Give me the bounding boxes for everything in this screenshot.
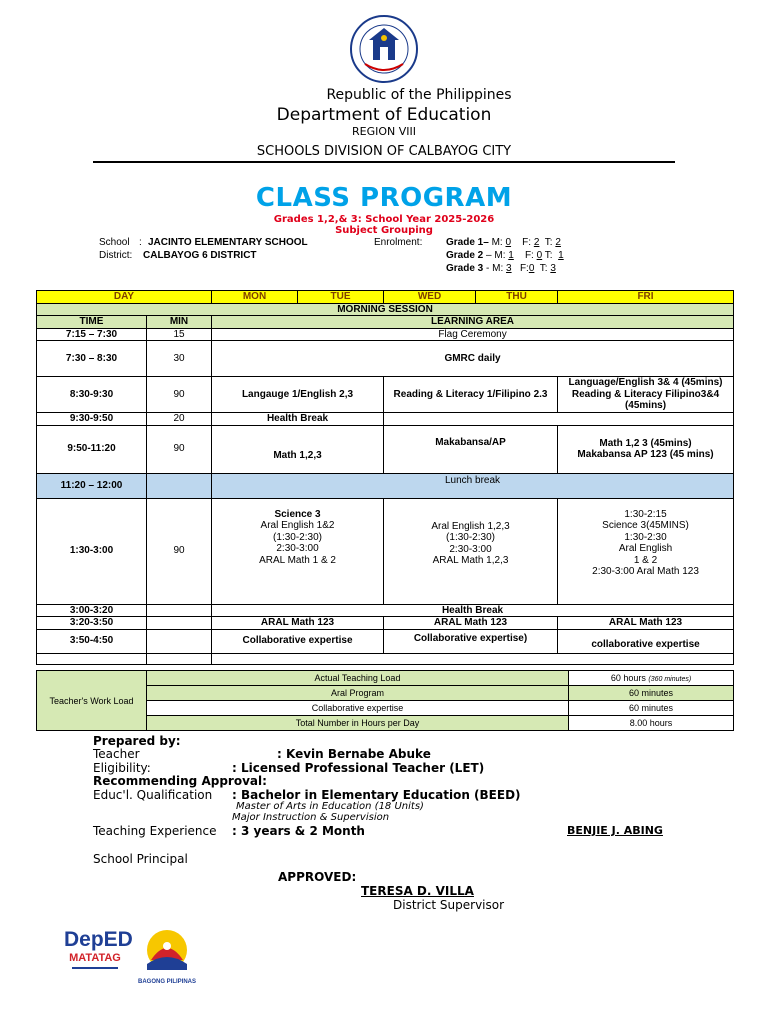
area-cell: Aral English 1,2,3 (1:30-2:30) 2:30-3:00 ARAL Math 1,2,3 xyxy=(384,498,558,604)
morning-session: MORNING SESSION xyxy=(37,303,734,316)
min-cell: 20 xyxy=(147,412,212,425)
educ-note-1: Master of Arts in Education (18 Units) xyxy=(236,801,424,812)
table-row xyxy=(37,473,734,498)
district-label: District: xyxy=(99,250,133,261)
load-value: 60 minutes xyxy=(569,701,734,716)
column-header-row xyxy=(37,316,734,329)
table-row xyxy=(37,377,734,413)
area-cell: Math 1,2 3 (45mins) Makabansa AP 123 (45 mins) xyxy=(558,425,734,473)
load-item: Total Number in Hours per Day xyxy=(147,716,569,731)
load-value: 60 hours (360 minutes) xyxy=(569,671,734,686)
time-cell: 7:15 – 7:30 xyxy=(37,328,147,341)
table-row xyxy=(37,498,734,604)
grouping-subtitle: Subject Grouping xyxy=(335,225,433,236)
load-item: Actual Teaching Load xyxy=(147,671,569,686)
area-cell: collaborative expertise xyxy=(558,629,734,653)
educ-value: : Bachelor in Elementary Education (BEED) xyxy=(232,788,521,802)
bagong-pilipinas-logo: BAGONG PILIPINAS xyxy=(137,926,197,986)
time-cell: 3:00-3:20 xyxy=(37,604,147,617)
area-cell: ARAL Math 123 xyxy=(384,617,558,630)
prepared-by-label: Prepared by: xyxy=(93,734,181,748)
division-line: SCHOOLS DIVISION OF CALBAYOG CITY xyxy=(256,144,512,159)
school-value: JACINTO ELEMENTARY SCHOOL xyxy=(148,237,308,248)
load-value: 8.00 hours xyxy=(569,716,734,731)
min-cell xyxy=(147,629,212,653)
experience-value: : 3 years & 2 Month xyxy=(232,824,365,838)
enrolment-grade2: Grade 2 – M: 1 F: 0 T: 1 xyxy=(446,250,564,261)
enrolment-grade3: Grade 3 - M: 3 F:0 T: 3 xyxy=(446,263,556,274)
supervisor-title: District Supervisor xyxy=(393,898,505,912)
thu-header: THU xyxy=(476,291,558,304)
bagong-pilipinas-sun-icon xyxy=(137,926,197,974)
mon-header: MON xyxy=(212,291,298,304)
class-schedule-table xyxy=(36,290,734,665)
day-header: DAY xyxy=(37,291,212,304)
deped-matatag-logo: DepED MATATAG xyxy=(64,928,126,984)
time-cell: 11:20 – 12:00 xyxy=(37,473,147,498)
eligibility-label: Eligibility: xyxy=(93,761,151,775)
min-cell: 90 xyxy=(147,498,212,604)
time-cell: 3:50-4:50 xyxy=(37,629,147,653)
table-row xyxy=(37,604,734,617)
eligibility-value: : Licensed Professional Teacher (LET) xyxy=(232,761,485,775)
fri-header: FRI xyxy=(558,291,734,304)
area-cell: ARAL Math 123 xyxy=(212,617,384,630)
area-cell: Collaborative expertise xyxy=(212,629,384,653)
header-divider xyxy=(93,161,675,163)
area-cell: Health Break xyxy=(212,412,384,425)
school-year-subtitle: Grades 1,2,& 3: School Year 2025-2026 xyxy=(273,214,495,225)
page-title: CLASS PROGRAM xyxy=(255,183,513,213)
min-header: MIN xyxy=(147,316,212,329)
area-cell: ARAL Math 123 xyxy=(558,617,734,630)
area-cell: Language/English 3& 4 (45mins) Reading & Literacy Filipino3&4 (45mins) xyxy=(558,377,734,413)
teacher-label: Teacher xyxy=(93,747,140,761)
min-cell xyxy=(147,473,212,498)
time-header: TIME xyxy=(37,316,147,329)
department-line: Department of Education xyxy=(276,105,492,125)
educ-note-2: Major Instruction & Supervision xyxy=(232,812,390,823)
approved-label: APPROVED: xyxy=(278,870,357,884)
time-cell: 1:30-3:00 xyxy=(37,498,147,604)
min-cell: 30 xyxy=(147,341,212,377)
area-cell: Flag Ceremony xyxy=(212,328,734,341)
area-cell: Makabansa/AP xyxy=(384,425,558,473)
enrolment-label: Enrolment: xyxy=(374,237,423,248)
work-load-table xyxy=(36,670,734,731)
enrolment-grade1: Grade 1– M: 0 F: 2 T: 2 xyxy=(446,237,561,248)
time-cell: 9:50-11:20 xyxy=(37,425,147,473)
wed-header: WED xyxy=(384,291,476,304)
principal-name: BENJIE J. ABING xyxy=(567,824,663,837)
area-cell: Langauge 1/English 2,3 xyxy=(212,377,384,413)
area-cell: 1:30-2:15 Science 3(45MINS) 1:30-2:30 Aral English 1 & 2 2:30-3:00 Aral Math 123 xyxy=(558,498,734,604)
educ-label: Educ'l. Qualification xyxy=(93,788,213,802)
table-row xyxy=(37,412,734,425)
load-value: 60 minutes xyxy=(569,686,734,701)
table-row xyxy=(37,617,734,630)
session-row xyxy=(37,303,734,316)
time-cell: 8:30-9:30 xyxy=(37,377,147,413)
republic-line: Republic of the Philippines xyxy=(326,87,512,103)
district-value: CALBAYOG 6 DISTRICT xyxy=(143,250,257,261)
table-row xyxy=(37,328,734,341)
load-item: Collaborative expertise xyxy=(147,701,569,716)
teacher-name: : Kevin Bernabe Abuke xyxy=(277,747,431,761)
area-cell: Lunch break xyxy=(212,473,734,498)
day-header-row xyxy=(37,291,734,304)
min-cell xyxy=(147,604,212,617)
table-row xyxy=(37,653,734,664)
learning-area-header: LEARNING AREA xyxy=(212,316,734,329)
min-cell: 15 xyxy=(147,328,212,341)
school-sep: : xyxy=(139,237,142,248)
supervisor-name: TERESA D. VILLA xyxy=(361,884,474,898)
table-row xyxy=(37,341,734,377)
work-load-label: Teacher's Work Load xyxy=(37,671,147,731)
min-cell: 90 xyxy=(147,377,212,413)
recommending-label: Recommending Approval: xyxy=(93,774,267,788)
min-cell xyxy=(147,617,212,630)
area-cell: Health Break xyxy=(212,604,734,617)
area-cell: Math 1,2,3 xyxy=(212,425,384,473)
table-row xyxy=(37,629,734,653)
time-cell: 3:20-3:50 xyxy=(37,617,147,630)
area-cell: Collaborative expertise) xyxy=(384,629,558,653)
time-cell: 9:30-9:50 xyxy=(37,412,147,425)
load-item: Aral Program xyxy=(147,686,569,701)
principal-title: School Principal xyxy=(93,852,188,866)
area-cell: Reading & Literacy 1/Filipino 2.3 xyxy=(384,377,558,413)
deped-seal-logo xyxy=(349,14,419,84)
tue-header: TUE xyxy=(298,291,384,304)
time-cell: 7:30 – 8:30 xyxy=(37,341,147,377)
area-cell: Science 3 Aral English 1&2 (1:30-2:30) 2:30-3:00 ARAL Math 1 & 2 xyxy=(212,498,384,604)
min-cell: 90 xyxy=(147,425,212,473)
school-label: School xyxy=(99,237,130,248)
table-row xyxy=(37,425,734,473)
experience-label: Teaching Experience xyxy=(93,824,217,838)
area-cell: GMRC daily xyxy=(212,341,734,377)
region-line: REGION VIII xyxy=(351,125,416,138)
